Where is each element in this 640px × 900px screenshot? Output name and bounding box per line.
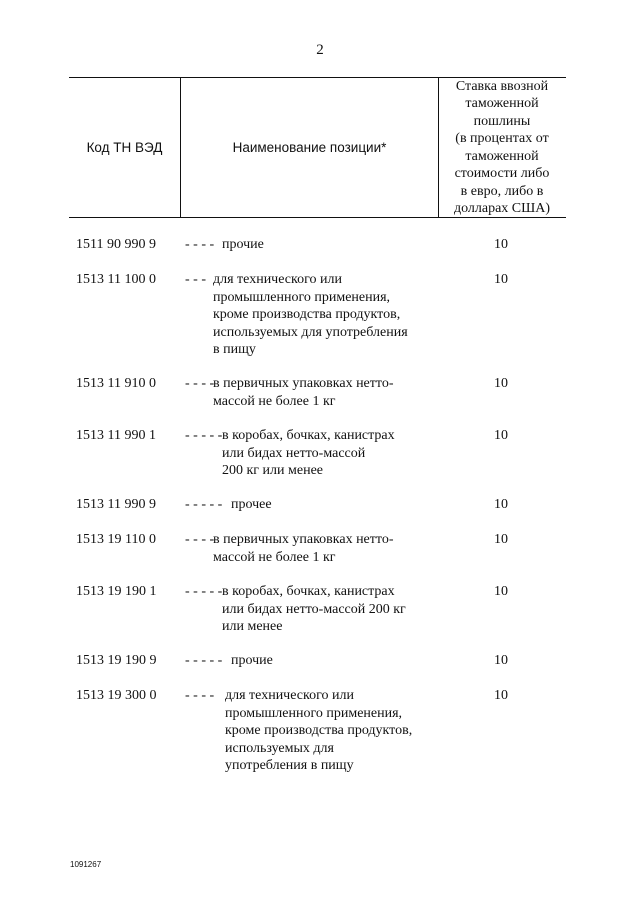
row-text: в коробах, бочках, канистрах или бидах нетто-массой 200 кг или менее xyxy=(222,584,406,634)
row-code: 1513 11 910 0 xyxy=(76,376,156,391)
table-header xyxy=(69,77,566,218)
row-rate: 10 xyxy=(494,532,508,547)
row-rate: 10 xyxy=(494,237,508,252)
row-dashes: - - - - xyxy=(185,688,215,703)
row-rate: 10 xyxy=(494,688,508,703)
header-rate xyxy=(438,78,566,217)
row-text: для технического или промышленного применения, кроме производства продуктов, используемых для употребления в пищу xyxy=(213,272,408,357)
row-code: 1513 11 100 0 xyxy=(76,272,156,287)
row-dashes: - - - xyxy=(185,272,206,287)
header-name: Наименование позиции* xyxy=(180,78,439,217)
header-rate-text: Ставка ввозной таможенной пошлины (в процентах от таможенной стоимости либо в евро, либо в долларах США) xyxy=(453,78,551,216)
row-rate: 10 xyxy=(494,653,508,668)
row-rate: 10 xyxy=(494,272,508,287)
row-text: прочее xyxy=(231,497,272,512)
row-rate: 10 xyxy=(494,376,508,391)
row-code: 1513 19 190 1 xyxy=(76,584,157,599)
row-dashes: - - - - xyxy=(185,532,215,547)
row-dashes: - - - - - xyxy=(185,428,223,443)
header-code: Код ТН ВЭД xyxy=(86,140,163,155)
row-text: прочие xyxy=(222,237,264,252)
page-number: 2 xyxy=(316,42,324,58)
row-code: 1511 90 990 9 xyxy=(76,237,156,252)
row-code: 1513 19 300 0 xyxy=(76,688,157,703)
row-text: в первичных упаковках нетто- массой не более 1 кг xyxy=(213,532,394,565)
row-code: 1513 11 990 9 xyxy=(76,497,156,512)
row-code: 1513 19 110 0 xyxy=(76,532,156,547)
row-rate: 10 xyxy=(494,497,508,512)
row-text: в первичных упаковках нетто- массой не более 1 кг xyxy=(213,376,394,409)
document-id: 1091267 xyxy=(70,860,102,869)
row-dashes: - - - - xyxy=(185,237,215,252)
row-dashes: - - - - - xyxy=(185,497,223,512)
row-dashes: - - - - - xyxy=(185,584,223,599)
row-text: в коробах, бочках, канистрах или бидах нетто-массой 200 кг или менее xyxy=(222,428,395,478)
row-dashes: - - - - - xyxy=(185,653,223,668)
row-dashes: - - - - xyxy=(185,376,215,391)
row-code: 1513 11 990 1 xyxy=(76,428,156,443)
row-rate: 10 xyxy=(494,584,508,599)
row-code: 1513 19 190 9 xyxy=(76,653,157,668)
row-text: для технического или промышленного применения, кроме производства продуктов, используемых для употребления в пищу xyxy=(225,688,413,773)
row-rate: 10 xyxy=(494,428,508,443)
row-text: прочие xyxy=(231,653,273,668)
